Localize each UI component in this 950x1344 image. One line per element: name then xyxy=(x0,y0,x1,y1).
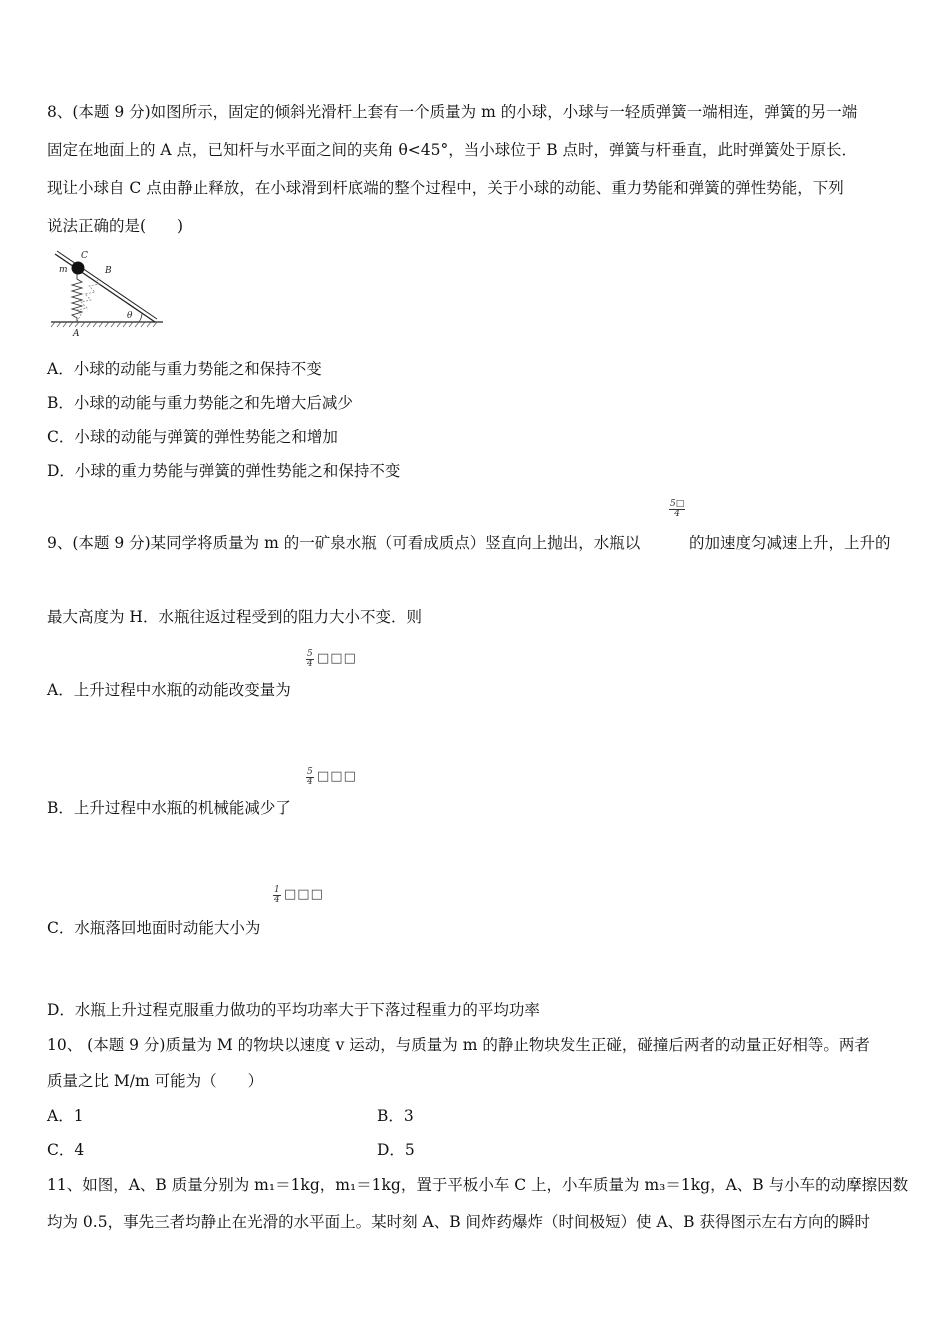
q8-option-a: A．小球的动能与重力势能之和保持不变 xyxy=(47,360,322,378)
q9-text-line2: 最大高度为 H．水瓶往返过程受到的阻力大小不变．则 xyxy=(47,608,422,626)
q10-option-a: A．1 xyxy=(47,1107,84,1125)
q11-text-line1: 11、如图，A、B 质量分别为 m₁＝1kg，m₁＝1kg，置于平板小车 C 上，小车质量为 m₃＝1kg，A、B 与小车的动摩擦因数 xyxy=(47,1176,909,1194)
q9-option-a-boxes: □□□ xyxy=(317,651,357,666)
q8-option-d: D．小球的重力势能与弹簧的弹性势能之和保持不变 xyxy=(47,462,401,480)
q8-text-line4: 说法正确的是( ) xyxy=(47,217,184,235)
q10-option-d: D．5 xyxy=(377,1141,415,1159)
q8-fig-label-theta: θ xyxy=(127,311,133,321)
q9-option-b-fraction xyxy=(306,768,314,787)
q9-option-b-frac-num: 5 xyxy=(307,767,313,777)
q8-fig-label-c: C xyxy=(81,251,88,261)
q9-option-a: A．上升过程中水瓶的动能改变量为 xyxy=(47,681,291,699)
q8-option-c: C．小球的动能与弹簧的弹性势能之和增加 xyxy=(47,428,338,446)
q9-option-c-fraction xyxy=(273,886,281,905)
q9-text-line1b: 的加速度匀减速上升，上升的 xyxy=(689,534,891,552)
q8-fig-label-m: m xyxy=(59,265,68,275)
q9-accel-fraction xyxy=(669,500,685,519)
q9-option-a-frac-num: 5 xyxy=(307,649,313,659)
q11-text-line2: 均为 0.5，事先三者均静止在光滑的水平面上。某时刻 A、B 间炸药爆炸（时间极短）使 A、B 获得图示左右方向的瞬时 xyxy=(47,1213,870,1231)
q9-option-b-frac-den: 4 xyxy=(307,777,313,787)
q9-accel-frac-den: 4 xyxy=(674,509,680,519)
q9-option-c-frac-num: 1 xyxy=(274,885,280,895)
q10-text-line1: 10、 (本题 9 分)质量为 M 的物块以速度 v 运动，与质量为 m 的静止物块发生正碰，碰撞后两者的动量正好相等。两者 xyxy=(47,1036,870,1054)
q9-accel-frac-num: 5□ xyxy=(670,499,685,509)
q9-option-a-frac-den: 4 xyxy=(307,659,313,669)
q8-text-line1: 8、(本题 9 分)如图所示，固定的倾斜光滑杆上套有一个质量为 m 的小球，小球与一轻质弹簧一端相连，弹簧的另一端 xyxy=(47,103,858,121)
q9-option-c-boxes: □□□ xyxy=(284,887,324,902)
q8-fig-label-b: B xyxy=(105,266,112,276)
q10-text-line2: 质量之比 M/m 可能为（ ） xyxy=(47,1072,264,1090)
q10-option-b: B．3 xyxy=(377,1107,414,1125)
q8-text-line2: 固定在地面上的 A 点，已知杆与水平面之间的夹角 θ<45°，当小球位于 B 点时，弹簧与杆垂直，此时弹簧处于原长． xyxy=(47,141,858,159)
q8-text-line3: 现让小球自 C 点由静止释放，在小球滑到杆底端的整个过程中，关于小球的动能、重力势能和弹簧的弹性势能，下列 xyxy=(47,179,844,197)
q9-option-b-boxes: □□□ xyxy=(317,769,357,784)
q8-option-b: B．小球的动能与重力势能之和先增大后减少 xyxy=(47,394,353,412)
q10-option-c: C．4 xyxy=(47,1141,85,1159)
q9-option-c: C．水瓶落回地面时动能大小为 xyxy=(47,919,261,937)
q8-fig-label-a: A xyxy=(73,329,80,339)
q9-text-line1a: 9、(本题 9 分)某同学将质量为 m 的一矿泉水瓶（可看成质点）竖直向上抛出，水瓶以 xyxy=(47,534,641,552)
q9-option-d: D．水瓶上升过程克服重力做功的平均功率大于下落过程重力的平均功率 xyxy=(47,1001,540,1019)
q9-option-a-fraction xyxy=(306,650,314,669)
q8-figure-incline-spring xyxy=(47,248,167,340)
q9-option-b: B．上升过程中水瓶的机械能减少了 xyxy=(47,799,291,817)
q9-option-c-frac-den: 4 xyxy=(274,895,280,905)
